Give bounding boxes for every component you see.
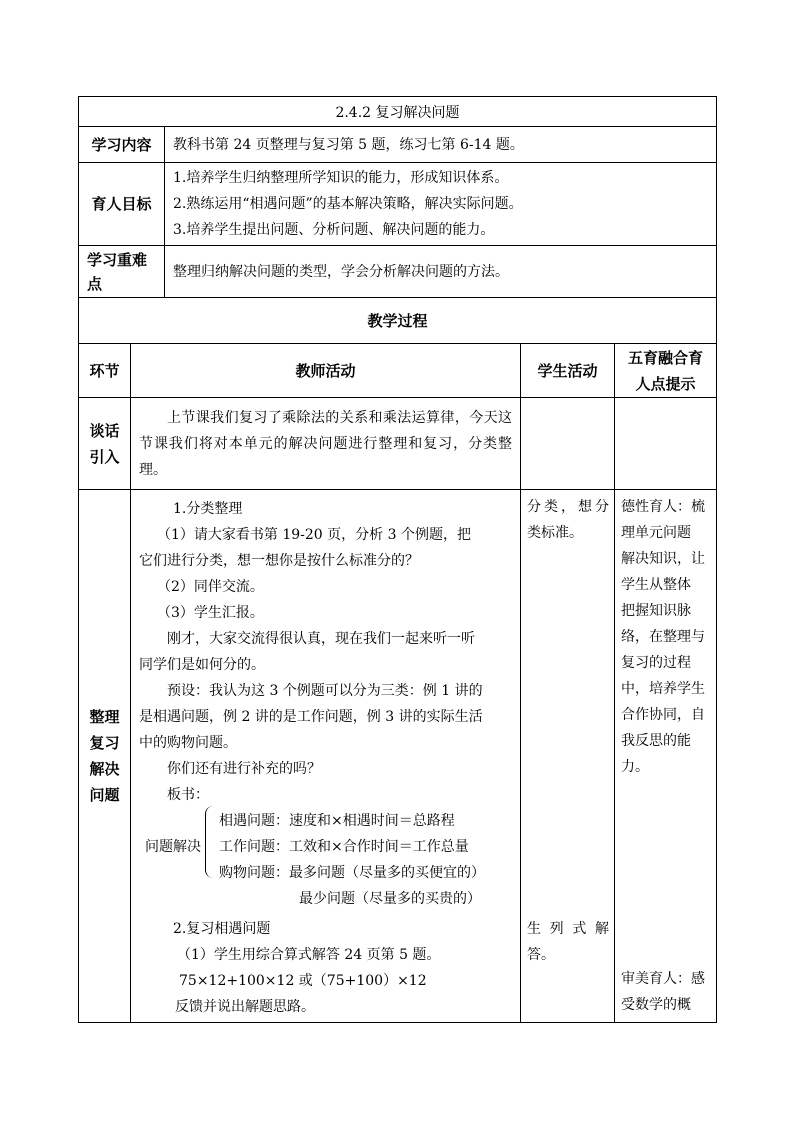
five-line: 受数学的概: [621, 997, 691, 1013]
main-stage-line: 解决: [89, 760, 120, 778]
goals-label: 育人目标: [79, 163, 165, 246]
goals-list: [165, 163, 717, 246]
teacher-line: 同学们是如何分的。: [139, 657, 265, 673]
header-five: [615, 344, 717, 398]
board-root: 问题解决: [145, 839, 201, 855]
goal-item: 2.熟练运用“相遇问题”的基本解决策略，解决实际问题。: [173, 196, 523, 212]
lesson-title: 2.4.2 复习解决问题: [79, 97, 717, 127]
main-stage-line: 问题: [89, 786, 120, 804]
five-line: 复习的过程: [621, 655, 691, 671]
teacher-line: 你们还有进行补充的吗？: [167, 761, 321, 777]
intro-text: 上节课我们复习了乘除法的关系和乘法运算律，今天这节课我们将对本单元的解决问题进行整理和复习，分类整理。: [131, 398, 521, 490]
lesson-plan: [78, 96, 716, 1023]
five-line: 中，培养学生: [621, 681, 705, 697]
goal-item: 1.培养学生归纳整理所学知识的能力，形成知识体系。: [173, 170, 509, 186]
content-label: 学习内容: [79, 127, 165, 163]
intro-stage-line: 引入: [89, 447, 120, 466]
key-label-line: 学习重难: [87, 250, 148, 269]
board-line: 购物问题：最多问题（尽量多的买便宜的）: [219, 865, 485, 881]
five-line: 理单元问题: [621, 525, 691, 541]
intro-stage: [79, 398, 131, 490]
content-text: 教科书第 24 页整理与复习第 5 题，练习七第 6-14 题。: [165, 127, 717, 163]
five-line: 学生从整体: [621, 577, 691, 593]
key-text: 整理归纳解决问题的类型，学会分析解决问题的方法。: [165, 246, 717, 298]
header-five-line: 人点提示: [635, 374, 696, 393]
main-stage-line: 复习: [89, 734, 120, 752]
teacher-line: 它们进行分类，想一想你是按什么标准分的？: [139, 553, 419, 569]
five-note: [621, 494, 709, 780]
student-note: 分类，想分类标准。: [527, 499, 609, 541]
intro-five: [615, 398, 717, 490]
header-teacher: 教师活动: [131, 344, 521, 398]
five-line: 审美育人：感: [621, 971, 705, 987]
goal-item: 3.培养学生提出问题、分析问题、解决问题的能力。: [173, 222, 495, 238]
intro-stage-line: 谈话: [89, 421, 120, 440]
teacher-line: （1）学生用综合算式解答 24 页第 5 题。: [177, 947, 441, 963]
teacher-line: （2）同伴交流。: [157, 579, 264, 595]
board-brace: [205, 806, 216, 878]
teacher-line: 板书：: [167, 787, 209, 803]
five-line: 我反思的能: [621, 733, 691, 749]
teacher-line: 1.分类整理: [173, 501, 243, 517]
header-five-line: 五育融合育: [627, 348, 703, 367]
five-line: 合作协同，自: [621, 707, 705, 723]
five-note: [621, 966, 709, 1018]
header-student: 学生活动: [521, 344, 615, 398]
teacher-line: （3）学生汇报。: [157, 605, 264, 621]
five-line: 力。: [621, 759, 649, 775]
student-note: 生列式解答。: [527, 921, 609, 963]
board-line: 最少问题（尽量多的买贵的）: [299, 891, 481, 907]
five-line: 络，在整理与: [621, 629, 705, 645]
teacher-line: 中的购物问题。: [139, 735, 237, 751]
main-stage-line: 整理: [89, 708, 120, 726]
main-teacher: [131, 490, 521, 1023]
lesson-table: [78, 96, 717, 1023]
main-stage: [79, 490, 131, 1023]
header-stage: 环节: [79, 344, 131, 398]
teacher-line: 是相遇问题，例 2 讲的是工作问题，例 3 讲的实际生活: [139, 709, 483, 725]
teacher-line: 刚才，大家交流得很认真，现在我们一起来听一听: [167, 631, 475, 647]
five-line: 德性育人：梳: [621, 499, 705, 515]
intro-student: [521, 398, 615, 490]
board-line: 工作问题：工效和×合作时间＝工作总量: [219, 839, 469, 855]
teacher-line: 2.复习相遇问题: [173, 921, 271, 937]
main-student: [521, 490, 615, 1023]
key-label: [79, 246, 165, 298]
teacher-line: 反馈并说出解题思路。: [175, 999, 315, 1015]
five-line: 把握知识脉: [621, 603, 691, 619]
teacher-line: （1）请大家看书第 19-20 页，分析 3 个例题，把: [157, 527, 471, 543]
main-five: [615, 490, 717, 1023]
teacher-line: 预设：我认为这 3 个例题可以分为三类：例 1 讲的: [167, 683, 483, 699]
key-label-line: 点: [87, 274, 103, 293]
five-line: 解决知识，让: [621, 551, 705, 567]
teacher-line: 75×12+100×12 或（75+100）×12: [179, 973, 427, 989]
process-title: 教学过程: [79, 298, 717, 344]
board-line: 相遇问题：速度和×相遇时间＝总路程: [219, 813, 455, 829]
